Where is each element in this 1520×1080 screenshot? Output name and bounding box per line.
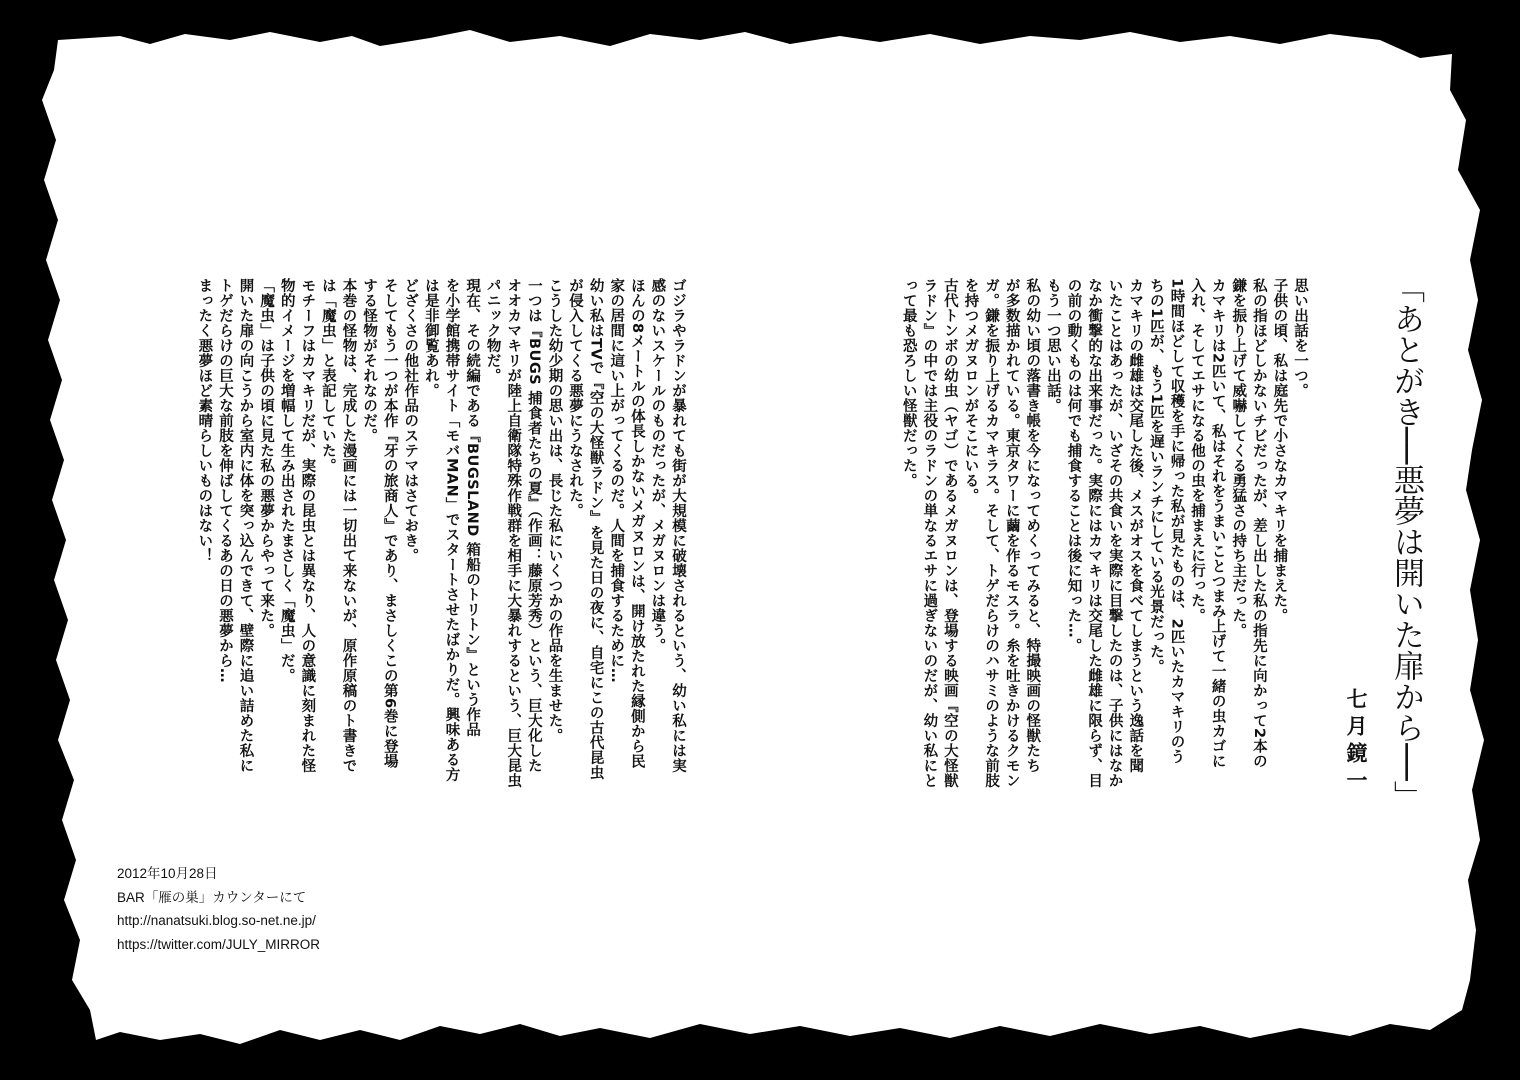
body-line: オオカマキリが陸上自衛隊特殊作戦群を相手に大暴れするという、巨大昆虫 — [505, 278, 522, 788]
body-line: こうした幼少期の思い出は、長じた私にいくつかの作品を生ませた。 — [546, 278, 563, 743]
body-line: まったく悪夢ほど素晴らしいものはない！ — [196, 278, 213, 563]
body-line: なか衝撃的な出来事だった。実際にはカマキリは交尾した雌雄に限らず、目 — [1086, 278, 1103, 788]
body-line: 本巻の怪物は、完成した漫画には一切出て来ないが、原作原稿のト書きで — [340, 278, 357, 773]
body-line: 感のないスケールのものだったが、メガヌロンは違う。 — [649, 278, 666, 653]
body-line: を持つメガヌロンがそこにいる。 — [962, 278, 979, 503]
body-line: 「魔虫」は子供の頃に見た私の悪夢からやって来た。 — [258, 278, 275, 638]
body-line: は「魔虫」と表記していた。 — [319, 278, 336, 473]
body-line: 鎌を振り上げて威嚇してくる勇猛さの持ち主だった。 — [1230, 278, 1247, 638]
twitter-url: https://twitter.com/JULY_MIRROR — [117, 936, 321, 952]
body-line: 1時間ほどして収穫を手に帰った私が見たものは、2匹いたカマキリのう — [1168, 278, 1185, 765]
body-line: 入れ、そしてエサになる他の虫を捕まえに行った。 — [1189, 278, 1206, 623]
author-name: 七月鏡一 — [1344, 688, 1368, 796]
body-line: 私の指ほどしかないチビだったが、差し出した私の指先に向かって2本の — [1250, 278, 1267, 769]
body-line: を小学館携帯サイト「モバMAN」でスタートさせたばかりだ。興味ある方 — [443, 278, 460, 783]
body-line: 子供の頃、私は庭先で小さなカマキリを捕まえた。 — [1271, 278, 1288, 623]
body-line: ガ。鎌を振り上げるカマキラス。そして、トゲだらけのハサミのような前肢 — [983, 278, 1000, 788]
body-line: ほんの8メートルの体長しかないメガヌロンは、開け放たれた縁側から民 — [628, 278, 645, 769]
body-line: そしてもう一つが本作『牙の旅商人』であり、まさしくこの第6巻に登場 — [381, 278, 398, 769]
body-line: ラドン』の中では主役のラドンの単なるエサに過ぎないのだが、幼い私にと — [921, 278, 938, 788]
body-line: パニック物だ。 — [484, 278, 501, 383]
body-line: 一つは『BUGS 捕食者たちの夏』（作画：藤原芳秀）という、巨大化した — [525, 278, 542, 774]
body-line: 古代トンボの幼虫（ヤゴ）であるメガヌロンは、登場する映画『空の大怪獣 — [941, 278, 958, 788]
body-line: 現在、その続編である『BUGSLAND 箱船のトリトン』という作品 — [464, 278, 481, 738]
signature-place: BAR「雁の巣」カウンターにて — [117, 889, 307, 905]
body-line: 開いた扉の向こうから室内に体を突っ込んできて、壁際に追い詰めた私に — [237, 278, 254, 773]
afterword-title: 「あとがき──悪夢は開いた扉から──」 — [1388, 272, 1424, 812]
signature-date: 2012年10月28日 — [117, 866, 218, 881]
body-line: トゲだらけの巨大な前肢を伸ばしてくるあの日の悪夢から… — [216, 278, 233, 683]
body-line: カマキリは2匹いて、私はそれをうまいことつまみ上げて一緒の虫カゴに — [1209, 278, 1226, 769]
body-line: ちの1匹が、もう1匹を遅いランチにしている光景だった。 — [1147, 278, 1164, 675]
body-line: 私の幼い頃の落書き帳を今になってめくってみると、特撮映画の怪獣たち — [1024, 278, 1041, 773]
body-line: いたことはあったが、いざその共食いを実際に目撃したのは、子供にはなか — [1106, 278, 1123, 788]
afterword-body-right — [840, 278, 1310, 838]
body-line: が多数描かれている。東京タワーに繭を作るモスラ。糸を吐きかけるクモン — [1003, 278, 1020, 788]
body-line: カマキリの雌雄は交尾した後、メスがオスを食べてしまうという逸話を聞 — [1127, 278, 1144, 773]
body-line: は是非御覧あれ。 — [422, 278, 439, 398]
body-line: モチーフはカマキリだが、実際の昆虫とは異なり、人の意識に刻まれた怪 — [299, 278, 316, 773]
body-line: 家の居間に這い上がってくるのだ。人間を捕食するために… — [608, 278, 625, 683]
body-line: する怪物がそれなのだ。 — [361, 278, 378, 443]
signature-block — [117, 862, 497, 956]
blog-url: http://nanatsuki.blog.so-net.ne.jp/ — [117, 913, 316, 928]
body-line: って最も恐ろしい怪獣だった。 — [900, 278, 917, 488]
body-line: が侵入してくる悪夢にうなされた。 — [567, 278, 584, 518]
body-line: の前の動くものは何でも捕食することは後に知った…。 — [1065, 278, 1082, 653]
body-line: 物的イメージを増幅して生み出されたまさしく「魔虫」だ。 — [278, 278, 295, 683]
afterword-body-left — [110, 278, 688, 863]
body-line: もう一つ思い出話。 — [1044, 278, 1061, 413]
body-line: 幼い私はTVで『空の大怪獣ラドン』を見た日の夜に、自宅にこの古代昆虫 — [587, 278, 604, 781]
body-line: どざくさの他社作品のステマはさておき。 — [402, 278, 419, 563]
body-line: ゴジラやラドンが暴れても街が大規模に破壊されるという、幼い私には実 — [670, 278, 686, 773]
body-line: 思い出話を一つ。 — [1292, 278, 1308, 398]
